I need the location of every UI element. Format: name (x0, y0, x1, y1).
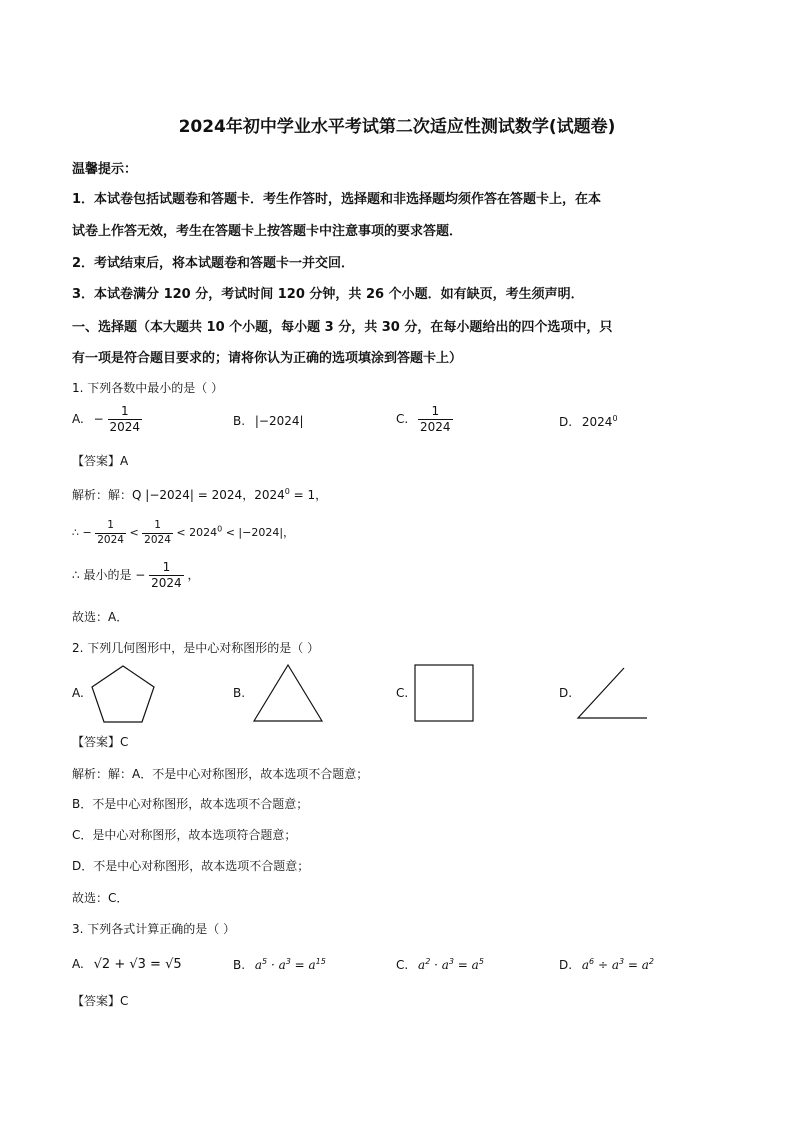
q1-option-d-exponent: 0 (612, 414, 618, 423)
section-1-heading-b: 有一项是符合题目要求的；请将你认为正确的选项填涂到答题卡上） (72, 351, 463, 366)
q3-answer: 【答案】C (72, 994, 129, 1008)
q2-solution-2: B．不是中心对称图形，故本选项不合题意； (72, 797, 309, 811)
q3-stem: 3. 下列各式计算正确的是（ ） (72, 922, 236, 936)
q2-option-b-label: B. (233, 686, 246, 700)
tip-1-line-b: 试卷上作答无效，考生在答题卡上按答题卡中注意事项的要求答题． (72, 224, 463, 239)
q3-option-c-expr: $a^2 \cdot a^3 = a^5$ (418, 957, 484, 972)
q1-option-a-fraction (108, 405, 143, 434)
q1-option-b-label: B. (233, 414, 246, 428)
q1-option-b (233, 414, 304, 428)
q1-solution-3-end: ， (187, 568, 200, 583)
q1-solution-3-denominator: 2024 (151, 576, 182, 591)
angle-icon (576, 666, 650, 722)
q1-option-c-fraction (418, 405, 453, 434)
q1-option-c-label: C. (396, 412, 409, 427)
q2-conclusion: 故选：C． (72, 891, 129, 905)
square-icon (413, 663, 475, 723)
q2-answer: 【答案】C (72, 735, 129, 749)
q1-solution-end: ， (315, 488, 328, 502)
q3-option-b (233, 957, 326, 972)
q3-option-d-expr: $a^6 \div a^3 = a^2$ (581, 957, 655, 972)
q1-option-a-label: A. (72, 412, 84, 427)
q3-option-c-label: C. (396, 958, 409, 972)
tip-1-line-a: 1．本试卷包括试题卷和答题卡．考生作答时，选择题和非选择题均须作答在答题卡上，在本 (72, 192, 602, 207)
q1-solution-2-fraction-a (95, 520, 126, 546)
q1-solution-3-fraction (149, 561, 184, 590)
tips-heading: 温馨提示： (72, 162, 138, 177)
q1-solution-prefix: 解析：解： (72, 488, 133, 502)
q1-option-b-expr: |−2024| (254, 414, 304, 428)
q1-solution-2-denominator-a: 2024 (97, 533, 124, 546)
q1-solution-line-2 (72, 520, 294, 546)
q1-solution-2-numerator-b: 1 (154, 519, 161, 531)
q1-solution-2-denominator-b: 2024 (144, 533, 171, 546)
q1-solution-line-1 (72, 486, 327, 503)
q1-solution-2-rest-a: < 2024 (176, 526, 218, 540)
q1-solution-math-b-exponent: 0 (284, 487, 290, 496)
page-title: 2024年初中学业水平考试第二次适应性测试数学(试题卷) (178, 117, 616, 137)
q3-option-d-label: D. (559, 958, 573, 972)
q3-option-c (396, 957, 484, 972)
q1-solution-2-rest-exponent: 0 (217, 524, 223, 534)
tip-2: 2．考试结束后，将本试题卷和答题卡一并交回． (72, 256, 355, 271)
q1-solution-sep: ， (242, 488, 255, 502)
q1-option-a-sign: − (93, 412, 104, 427)
section-1-heading-a: 一、选择题（本大题共 10 个小题，每小题 3 分，共 30 分，在每小题给出的四个选项中，只 (72, 320, 613, 335)
q1-option-c-numerator: 1 (431, 404, 440, 418)
q1-option-a (72, 405, 142, 434)
q1-solution-line-3 (72, 561, 200, 590)
q1-solution-math-b-base: 2024 (254, 488, 285, 502)
q1-solution-2-fraction-b (142, 520, 173, 546)
q1-solution-math-b-rest: = 1 (289, 488, 316, 502)
q2-option-d-label: D. (559, 686, 573, 700)
q1-solution-3-prefix: ∴ 最小的是 − (72, 568, 146, 583)
q2-solution-1: 解析：解：A．不是中心对称图形，故本选项不合题意； (72, 767, 369, 781)
q2-option-c-label: C. (396, 686, 409, 700)
q1-solution-math-a: Q |−2024| = 2024 (132, 488, 243, 502)
q2-stem: 2. 下列几何图形中，是中心对称图形的是（ ） (72, 641, 320, 655)
q3-option-b-label: B. (233, 958, 246, 972)
q3-option-b-expr: $a^5 \cdot a^3 = a^{15}$ (254, 957, 326, 972)
q1-solution-3-numerator: 1 (162, 560, 171, 574)
q1-solution-2-rest-b: < |−2024| (222, 526, 284, 540)
q2-solution-4: D．不是中心对称图形，故本选项不合题意； (72, 859, 310, 873)
q1-option-a-denominator: 2024 (109, 420, 141, 435)
q1-solution-2-numerator-a: 1 (107, 519, 114, 531)
q1-solution-2-lt: < (129, 526, 139, 540)
q3-option-a (72, 957, 182, 972)
triangle-icon (251, 662, 325, 724)
q1-option-d-base: 2024 (581, 415, 613, 429)
q1-conclusion: 故选：A． (72, 610, 129, 624)
q1-option-d-label: D. (559, 415, 573, 429)
q2-option-a-label: A. (72, 686, 84, 700)
q1-option-a-numerator: 1 (120, 404, 129, 418)
q2-solution-3: C．是中心对称图形，故本选项符合题意； (72, 828, 297, 842)
q1-solution-2-therefore: ∴ − (72, 526, 92, 540)
q3-option-d (559, 957, 654, 972)
q1-option-c (396, 405, 453, 434)
q1-solution-2-end: ， (283, 526, 295, 540)
q1-option-d (559, 414, 618, 429)
q3-option-a-expr: √2 + √3 = √5 (93, 957, 182, 972)
tip-3: 3．本试卷满分 120 分，考试时间 120 分钟，共 26 个小题．如有缺页，考生须声明． (72, 287, 584, 302)
q1-option-c-denominator: 2024 (420, 420, 451, 435)
q3-option-a-label: A. (72, 957, 84, 971)
pentagon-icon (88, 663, 158, 725)
q1-answer: 【答案】A (72, 454, 129, 468)
q1-stem: 1. 下列各数中最小的是（ ） (72, 381, 224, 395)
